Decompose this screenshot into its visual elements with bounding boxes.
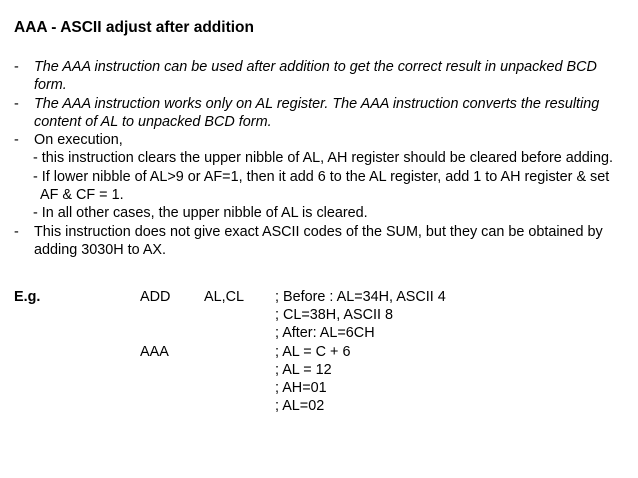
comment-line: ; AL = C + 6 — [275, 344, 351, 360]
comment-line: ; AH=01 — [275, 380, 327, 396]
comment-line: ; After: AL=6CH — [275, 325, 375, 341]
bullet-marker: - — [14, 59, 19, 75]
sub-point: - In all other cases, the upper nibble of AL is cleared. — [33, 205, 368, 222]
comment-line: ; CL=38H, ASCII 8 — [275, 307, 393, 323]
bullet-marker: - — [14, 95, 19, 112]
slide-title: AAA - ASCII adjust after addition — [14, 19, 254, 36]
comment-line: ; AL = 12 — [275, 362, 332, 378]
comment-line: ; Before : AL=34H, ASCII 4 — [275, 289, 446, 305]
operands-add: AL,CL — [204, 289, 244, 305]
bullet-item — [14, 223, 624, 260]
bullet-marker: - — [14, 223, 19, 240]
instruction-add: ADD — [140, 289, 171, 305]
example-block — [14, 288, 634, 438]
sub-point: - If lower nibble of AL>9 or AF=1, then it add 6 to the AL register, add 1 to AH register & set AF & CF = 1. — [33, 168, 610, 204]
bullet-text: On execution, — [34, 132, 123, 149]
bullet-marker: - — [14, 132, 19, 149]
bullet-text: This instruction does not give exact ASCII codes of the SUM, but they can be obtained by adding 3030H to AX. — [34, 223, 603, 258]
bullet-item — [14, 58, 624, 95]
bullet-text: The AAA instruction works only on AL register. The AAA instruction converts the resulting content of AL to unpacked BCD form. — [34, 95, 600, 130]
instruction-aaa: AAA — [140, 344, 169, 360]
bullet-item — [14, 95, 624, 132]
bullet-text: The AAA instruction can be used after addition to get the correct result in unpacked BCD form. — [34, 59, 597, 94]
example-label: E.g. — [14, 289, 41, 305]
comment-line: ; AL=02 — [275, 398, 325, 414]
bullet-list — [14, 58, 624, 259]
sub-point: - this instruction clears the upper nibble of AL, AH register should be cleared before adding. — [33, 150, 613, 167]
bullet-item — [14, 131, 624, 149]
